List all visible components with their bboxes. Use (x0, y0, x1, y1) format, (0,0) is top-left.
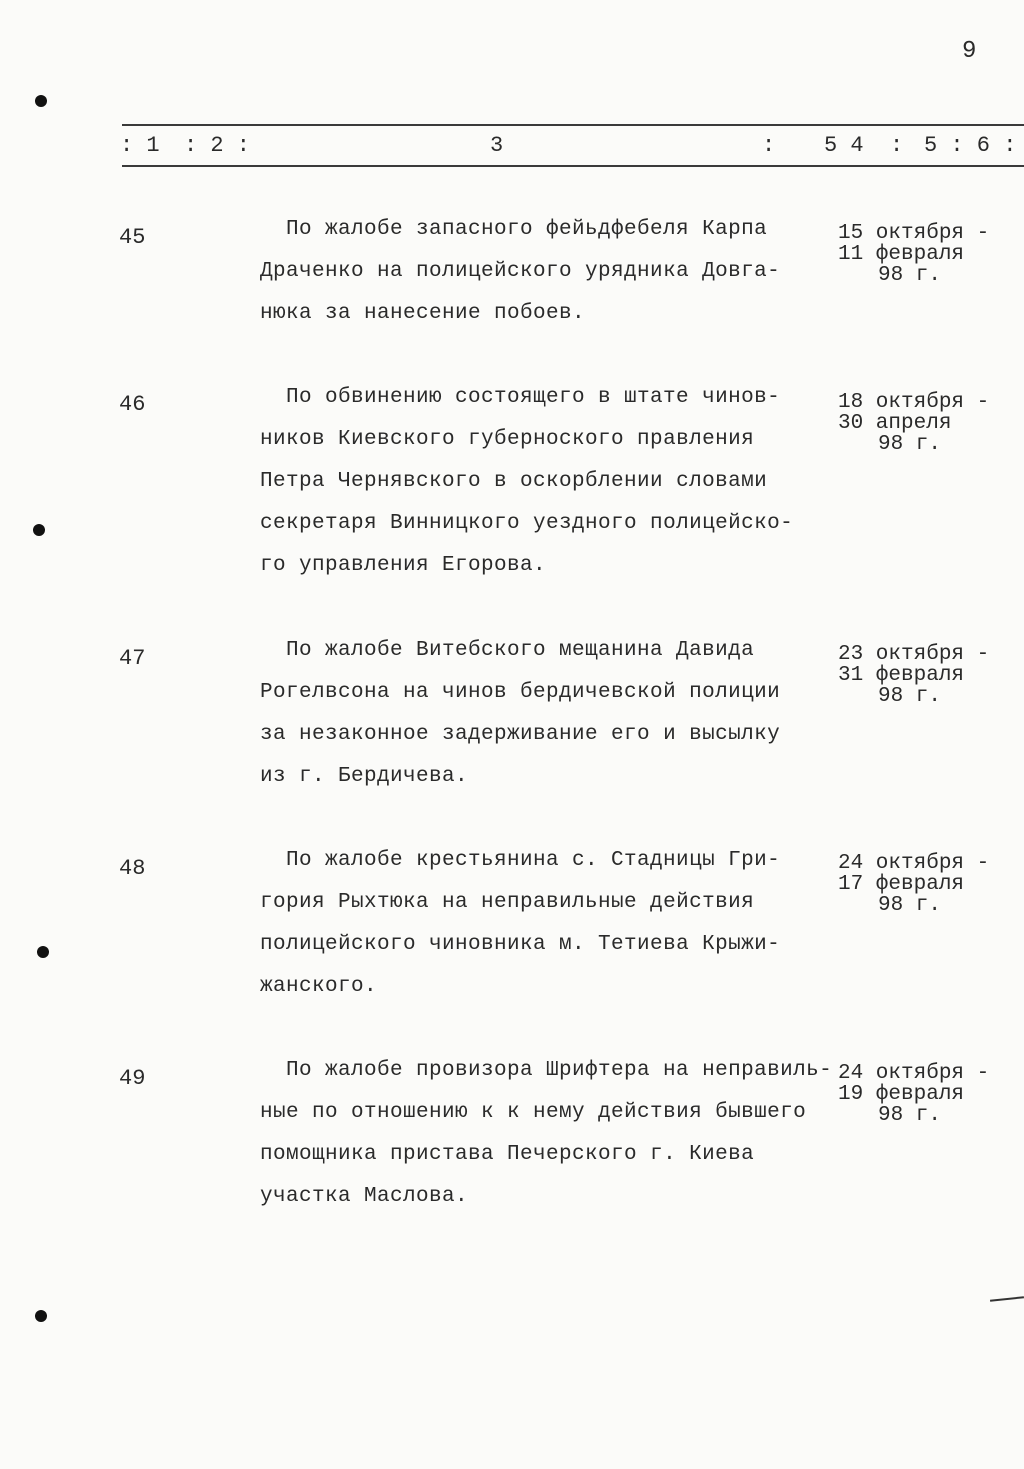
entry-dates (838, 853, 989, 916)
description-line: По жалобе крестьянина с. Стадницы Гри- (286, 849, 781, 872)
column-header-4: 5 4 (824, 133, 864, 158)
description-line: По жалобе Витебского мещанина Давида (286, 639, 755, 662)
date-year: 98 г. (878, 685, 942, 708)
edge-mark (990, 1296, 1024, 1302)
date-start: 15 октября - (838, 222, 990, 245)
description-line: ников Киевского губерноского правления (260, 428, 755, 451)
description-line: гория Рыхтюка на неправильные действия (260, 891, 755, 914)
date-end: 17 февраля (838, 873, 965, 896)
header-rule-bottom (122, 165, 1024, 167)
entry-dates (838, 1063, 989, 1126)
description-line: из г. Бердичева. (260, 765, 469, 788)
description-line: нюка за нанесение побоев. (260, 302, 586, 325)
description-line: полицейского чиновника м. Тетиева Крыжи- (260, 933, 781, 956)
page-number: 9 (962, 38, 977, 65)
column-header-1: : 1 (120, 133, 160, 158)
description-line: участка Маслова. (260, 1185, 469, 1208)
date-end: 30 апреля (838, 412, 952, 435)
description-line: Рогелвсона на чинов бердичевской полиции (260, 681, 781, 704)
date-year: 98 г. (878, 894, 942, 917)
description-line: жанского. (260, 975, 378, 998)
entry-description (260, 840, 820, 1008)
entry-dates (838, 644, 989, 707)
entry-dates (838, 392, 989, 455)
date-start: 24 октября - (838, 852, 990, 875)
column-header-2: : 2 : (184, 133, 251, 158)
date-start: 18 октября - (838, 391, 990, 414)
punch-hole-mark (35, 1310, 47, 1322)
description-line: Драченко на полицейского урядника Довга- (260, 260, 781, 283)
entry-number: 48 (119, 856, 146, 881)
description-line: помощника пристава Печерского г. Киева (260, 1143, 755, 1166)
column-header-separator: : (762, 133, 776, 158)
column-header-3: 3 (490, 133, 504, 158)
entry-number: 49 (119, 1066, 146, 1091)
description-line: Петра Чернявского в оскорблении словами (260, 470, 768, 493)
punch-hole-mark (35, 95, 47, 107)
date-start: 23 октября - (838, 643, 990, 666)
description-line: По обвинению состоящего в штате чинов- (286, 386, 781, 409)
entry-number: 47 (119, 646, 146, 671)
entry-number: 46 (119, 392, 146, 417)
punch-hole-mark (33, 524, 45, 536)
description-line: По жалобе провизора Шрифтера на неправиль- (286, 1059, 833, 1082)
column-header-5-6: 5 : 6 : (924, 133, 1017, 158)
header-rule-top (122, 124, 1024, 126)
entry-description (260, 209, 820, 335)
date-year: 98 г. (878, 433, 942, 456)
entry-description (260, 1050, 833, 1218)
punch-hole-mark (37, 946, 49, 958)
entry-description (260, 630, 820, 798)
date-end: 19 февраля (838, 1083, 965, 1106)
date-start: 24 октября - (838, 1062, 990, 1085)
entry-dates (838, 223, 989, 286)
description-line: ные по отношению к к нему действия бывшего (260, 1101, 807, 1124)
entry-description (260, 377, 820, 587)
description-line: секретаря Винницкого уездного полицейско- (260, 512, 794, 535)
date-end: 11 февраля (838, 243, 965, 266)
column-header-separator-2: : (890, 133, 904, 158)
date-year: 98 г. (878, 1104, 942, 1127)
entry-number: 45 (119, 225, 146, 250)
date-end: 31 февраля (838, 664, 965, 687)
description-line: го управления Егорова. (260, 554, 547, 577)
description-line: за незаконное задерживание его и высылку (260, 723, 781, 746)
date-year: 98 г. (878, 264, 942, 287)
description-line: По жалобе запасного фейьдфебеля Карпа (286, 218, 768, 241)
